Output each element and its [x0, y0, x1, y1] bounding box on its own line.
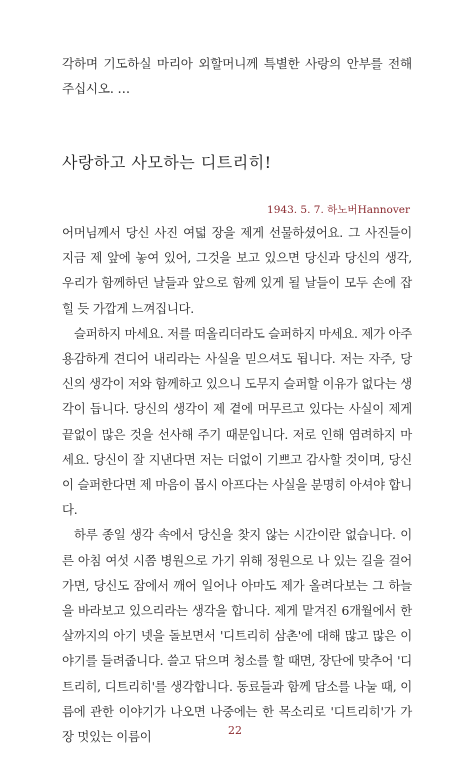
- paragraph: 슬퍼하지 마세요. 저를 떠올리더라도 슬퍼하지 마세요. 제가 아주 용감하게 견디어 내리라는 사실을 믿으셔도 됩니다. 저는 자주, 당신의 생각이 저와 함께하고 있으니 도무지 슬퍼할 이유가 없다는 생각이 듭니다. 당신의 생각이 제 곁에 머무르고 있다는 사실이 제게 끝없이 많은 것을 선사해 주기 때문입니다. 저로 인해 염려하지 마세요. 당신이 잘 지낸다면 저는 더없이 기쁘고 감사할 것이며, 당신이 슬퍼한다면 제 마음이 몹시 아프다는 사실을 분명히 아셔야 합니다.: [62, 325, 412, 518]
- paragraph: 어머님께서 당신 사진 여덟 장을 제게 선물하셨어요. 그 사진들이 지금 제 앞에 놓여 있어, 그것을 보고 있으면 당신과 당신의 생각, 우리가 함께하던 날들과 앞으로 함께 있게 될 날들이 모두 손에 잡힐 듯 가깝게 느껴집니다.: [62, 225, 412, 316]
- letter-salutation: 사랑하고 사모하는 디트리히!: [62, 153, 272, 172]
- letter-body: [62, 220, 412, 749]
- intro-text: 각하며 기도하실 마리아 외할머니께 특별한 사랑의 안부를 전해 주십시오. …: [62, 56, 412, 96]
- letter-dateline: 1943. 5. 7. 하노버Hannover: [267, 204, 410, 216]
- paragraph: 하루 종일 생각 속에서 당신을 찾지 않는 시간이란 없습니다. 이른 아침 여섯 시쯤 병원으로 가기 위해 정원으로 나 있는 길을 걸어가면, 당신도 잠에서 깨어 일어나 아마도 제가 올려다보는 그 하늘을 바라보고 있으리라는 생각을 합니다. 제게 맡겨진 6개월에서 한 살까지의 아기 넷을 돌보면서 '디트리히 삼촌'에 대해 많고 많은 이야기를 들려줍니다. 쓸고 닦으며 청소를 할 때면, 장단에 맞추어 '디트리히, 디트리히'를 생각합니다. 동료들과 함께 담소를 나눌 때, 이름에 관한 이야기가 나오면 나중에는 한 목소리로 '디트리히'가 가장 멋있는 이름이: [62, 527, 412, 745]
- page-number: 22: [228, 724, 242, 737]
